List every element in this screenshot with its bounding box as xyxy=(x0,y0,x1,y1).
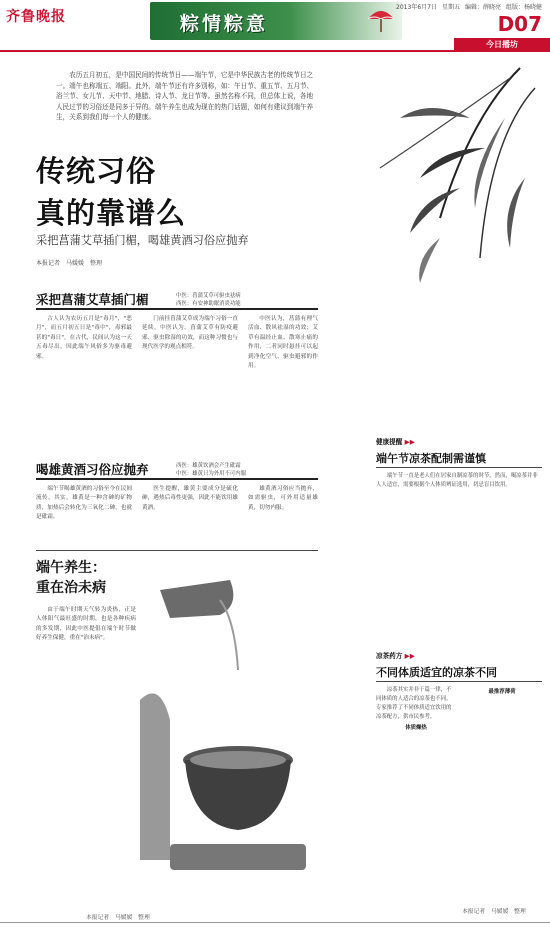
herbal-tea-heading: 端午节凉茶配制需谨慎 xyxy=(376,452,486,465)
realgar-meta-2: 中医：雄黄只为外用不可内服 xyxy=(176,471,247,477)
triangle-icon: ▶▶ xyxy=(402,652,415,660)
section-label: 今日播坊 xyxy=(454,38,550,51)
issue-weekday: 星期五 xyxy=(441,4,460,11)
intro-paragraph: 农历五月初五，是中国民间的传统节日——端午节，它是中华民族古老的传统节日之一。端午也称端五、端阳。此外，端午节还有许多别称，如：午日节、重五节、五月节、浴兰节、女儿节、天中节、地腊、诗人节、龙日节等。虽然名称不同，但总体上说，各地人民过节的习俗还是同多于异的。端午养生也成为现在的热门话题，如何有建议到端午养生，关系到我们每一个人的健康。 xyxy=(56,71,314,121)
ink-plant-illustration xyxy=(320,58,550,288)
designer-credit: 组版：杨晓健 xyxy=(505,4,542,11)
summer-body xyxy=(36,606,136,906)
realgar-rule xyxy=(36,478,318,480)
summer-heading-line-2: 重在治未病 xyxy=(36,580,106,596)
header-divider xyxy=(0,50,550,52)
headline-line-1: 传统习俗 xyxy=(36,154,157,188)
realgar-col-2 xyxy=(142,485,238,545)
realgar-col-3-text: 雄黄酒习俗应当抛弃，如需驱虫，可外用适量雄黄，切勿内服。 xyxy=(248,486,318,511)
banner-title: 粽情粽意 xyxy=(180,13,269,35)
bamboo-meta xyxy=(176,292,241,308)
herbal-rule xyxy=(376,681,542,682)
herbal-sub-1: 体质燥热 xyxy=(405,725,427,731)
herbal-heading: 不同体质适宜的凉茶不同 xyxy=(376,666,497,679)
realgar-meta xyxy=(176,462,246,478)
realgar-col-2-text: 医生提醒，雄黄主要成分是硫化砷，遇热后毒性更强，因此不能饮用雄黄酒。 xyxy=(142,486,238,511)
bamboo-col-2 xyxy=(142,315,238,450)
headline xyxy=(36,150,186,234)
summer-heading-line-1: 端午养生： xyxy=(36,560,106,576)
realgar-meta-1: 西医：雄黄饮酒会产生砒霜 xyxy=(176,463,241,469)
bamboo-col-1 xyxy=(36,315,132,450)
bamboo-meta-2: 西医：有安神助眠消炎功能 xyxy=(176,301,241,307)
herbal-tea-rule xyxy=(376,467,542,468)
herbal-tea-tag-label: 健康提醒 xyxy=(376,438,403,446)
herbal-credit: 本报记者 马媛媛 整理 xyxy=(462,909,526,915)
bamboo-col-1-text: 古人认为农历五月是"毒月"，"恶月"，而五月初五日是"毒中"，毒邪最甚的"毒日"。在古代，民间认为这一天五毒尽出，因此端午风俗多为驱毒避邪。 xyxy=(36,316,132,360)
headline-line-2: 真的靠谱么 xyxy=(36,196,187,230)
bamboo-rule xyxy=(36,308,318,310)
realgar-heading: 喝雄黄酒习俗应抛弃 xyxy=(36,462,149,477)
herbal-tag xyxy=(376,650,415,660)
herbal-sub-2: 最推荐薄荷 xyxy=(488,689,516,695)
herbal-tea-body-text: 端午节一直是老人们在居家自制凉茶的时节，然而，喝凉茶并非人人适宜，需要根据个人体质辨证选用，切忌盲目饮用。 xyxy=(376,473,538,488)
section-banner xyxy=(150,2,402,40)
byline: 本报记者 马媛媛 整理 xyxy=(36,260,103,267)
triangle-icon: ▶▶ xyxy=(402,438,415,446)
realgar-bottom-rule xyxy=(36,550,318,551)
issue-date: 2013年6月7日 xyxy=(396,4,437,11)
bamboo-meta-1: 中医：菖蒲艾草可驱虫祛病 xyxy=(176,293,241,299)
herbal-tag-label: 凉茶药方 xyxy=(376,652,403,660)
summer-credit: 本报记者 马媛媛 整理 xyxy=(86,915,150,921)
bamboo-col-2-text: 门前挂菖蒲艾草成为端午习俗一直延续。中医认为，菖蒲艾草有防疫避邪、驱虫除湿的功效，而这种习惯也与现代医学的观点相符。 xyxy=(142,316,238,351)
bamboo-col-3-text: 中医认为，菖蒲有理气活血、散风祛湿的功效；艾草有温经止血、散寒止痛的作用，二者同时悬挂可以起到净化空气、驱虫避邪的作用。 xyxy=(248,316,318,370)
realgar-col-1 xyxy=(36,485,132,545)
summer-heading xyxy=(36,558,106,598)
editor-credit: 编辑：薛晓亮 xyxy=(464,4,501,11)
herbal-tea-tag xyxy=(376,436,415,446)
newspaper-brand: 齐鲁晚报 xyxy=(6,9,66,25)
bamboo-heading: 采把菖蒲艾草插门楣 xyxy=(36,292,149,307)
summer-body-text: 由于端午时期天气转为炎热，正是人体阳气最旺盛的时期，也是各种疾病的多发期，因此中医提倡在端午时节做好养生保健，重在"治未病"。 xyxy=(36,607,136,642)
realgar-col-1-text: 端午节喝雄黄酒的习俗至今在民间流传。其实，雄黄是一种含砷的矿物质，加热后会转化为三氧化二砷，也就是砒霜。 xyxy=(36,486,132,521)
tea-pouring-illustration xyxy=(140,560,320,885)
page-number: D07 xyxy=(497,12,542,36)
herbal-body-text: 凉茶其实并非千篇一律，不同体质的人适合的凉茶也不同。专家推荐了不同体质适宜饮用的凉茶配方，供市民参考。 xyxy=(376,687,452,720)
bamboo-col-3 xyxy=(248,315,318,450)
masthead xyxy=(0,0,550,42)
dateline xyxy=(391,2,542,11)
herbal-tea-body xyxy=(376,472,542,638)
realgar-col-3 xyxy=(248,485,318,545)
herbal-col-2 xyxy=(462,686,542,904)
herbal-col-1 xyxy=(376,686,456,904)
headline-subtitle: 采把菖蒲艾草插门楣，喝雄黄酒习俗应抛弃 xyxy=(36,234,249,247)
page-bottom-rule xyxy=(0,922,550,923)
